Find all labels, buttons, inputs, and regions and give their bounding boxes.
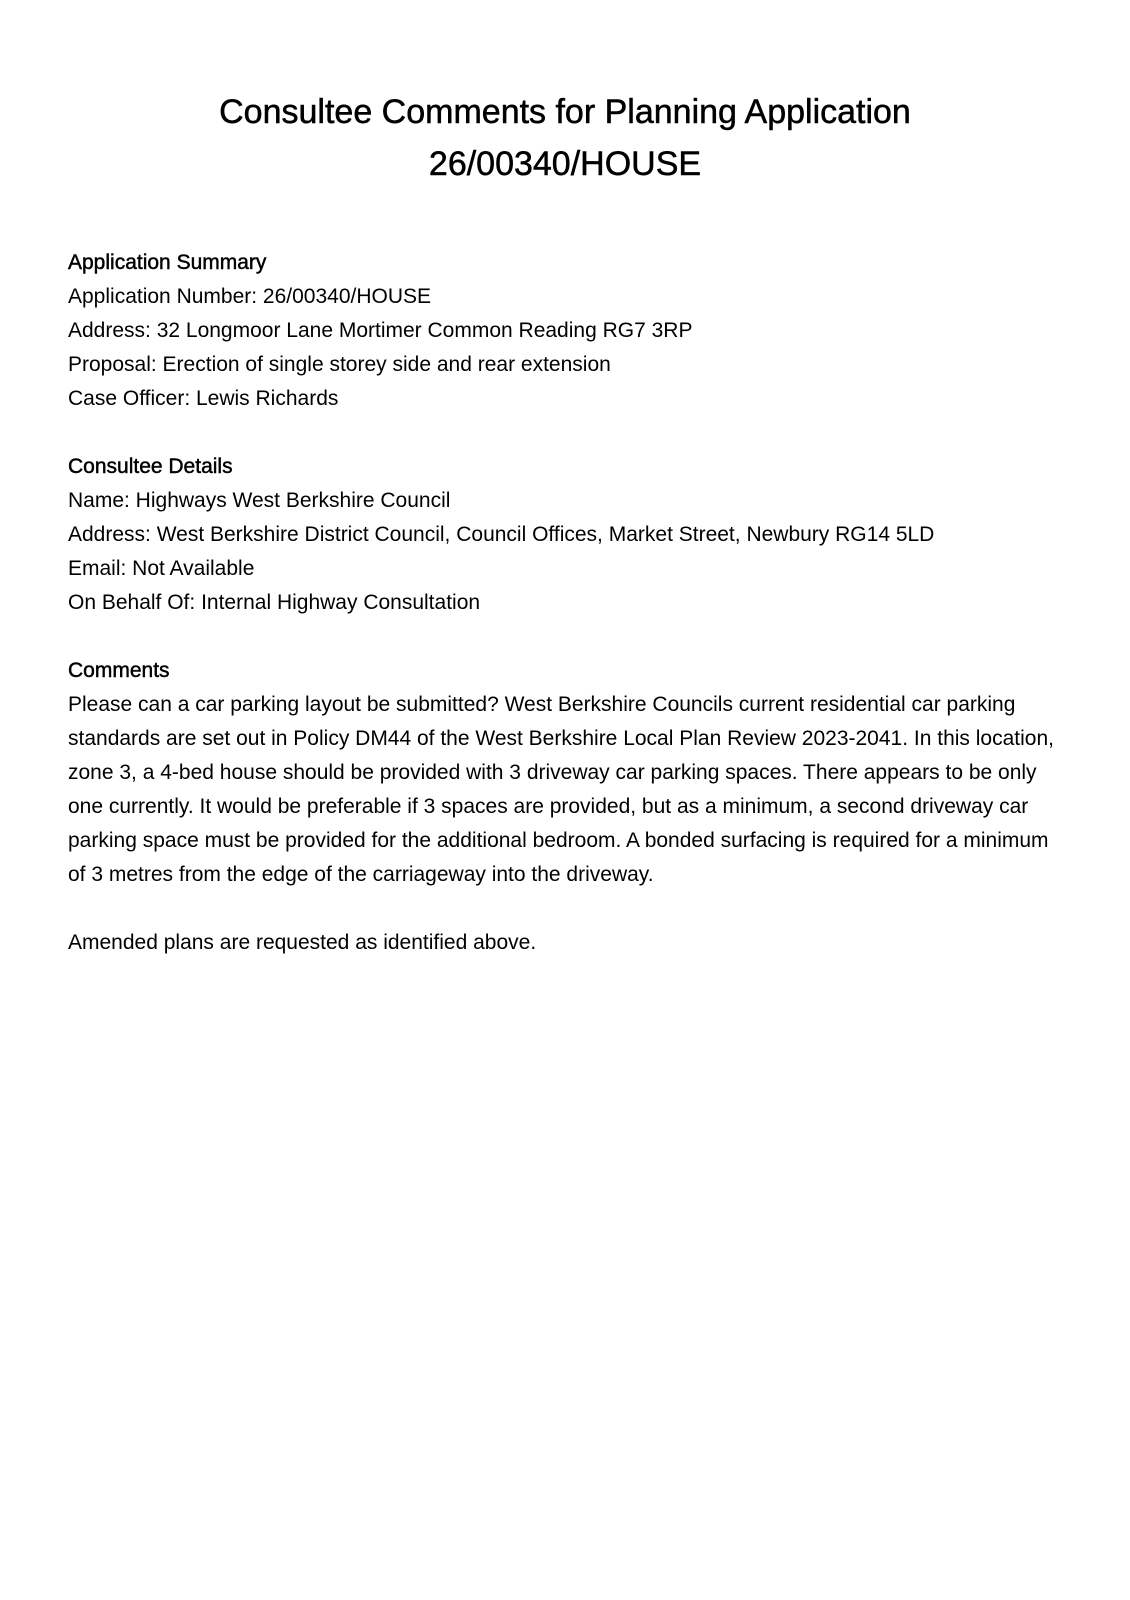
application-summary-section: [68, 246, 1062, 416]
page-title: [68, 86, 1062, 190]
comments-paragraph: Please can a car parking layout be submitted? West Berkshire Councils current residential car parking standards are set out in Policy DM44 of the West Berkshire Local Plan Review 2023-2041. In this location, zone 3, a 4-bed house should be provided with 3 driveway car parking spaces. There appears to be only one currently. It would be preferable if 3 spaces are provided, but as a minimum, a second driveway car parking space must be provided for the additional bedroom. A bonded surfacing is required for a minimum of 3 metres from the edge of the carriageway into the driveway.: [68, 693, 1054, 886]
application-summary-heading: Application Summary: [68, 251, 267, 274]
consultee-on-behalf-of: On Behalf Of: Internal Highway Consultation: [68, 591, 481, 614]
application-proposal: Proposal: Erection of single storey side and rear extension: [68, 353, 611, 376]
page-title-line-2: 26/00340/HOUSE: [428, 145, 702, 183]
comments-section: [68, 654, 1062, 960]
case-officer: Case Officer: Lewis Richards: [68, 387, 339, 410]
consultee-name: Name: Highways West Berkshire Council: [68, 489, 451, 512]
page-title-line-1: Consultee Comments for Planning Application: [219, 93, 911, 131]
consultee-address: Address: West Berkshire District Council, Council Offices, Market Street, Newbury RG14 5LD: [68, 523, 935, 546]
consultee-details-section: [68, 450, 1062, 620]
application-number: Application Number: 26/00340/HOUSE: [68, 285, 432, 308]
application-address: Address: 32 Longmoor Lane Mortimer Common Reading RG7 3RP: [68, 319, 693, 342]
consultee-details-heading: Consultee Details: [68, 455, 233, 478]
comments-heading: Comments: [68, 659, 170, 682]
consultee-email: Email: Not Available: [68, 557, 255, 580]
comments-closing-paragraph: Amended plans are requested as identified above.: [68, 931, 537, 954]
